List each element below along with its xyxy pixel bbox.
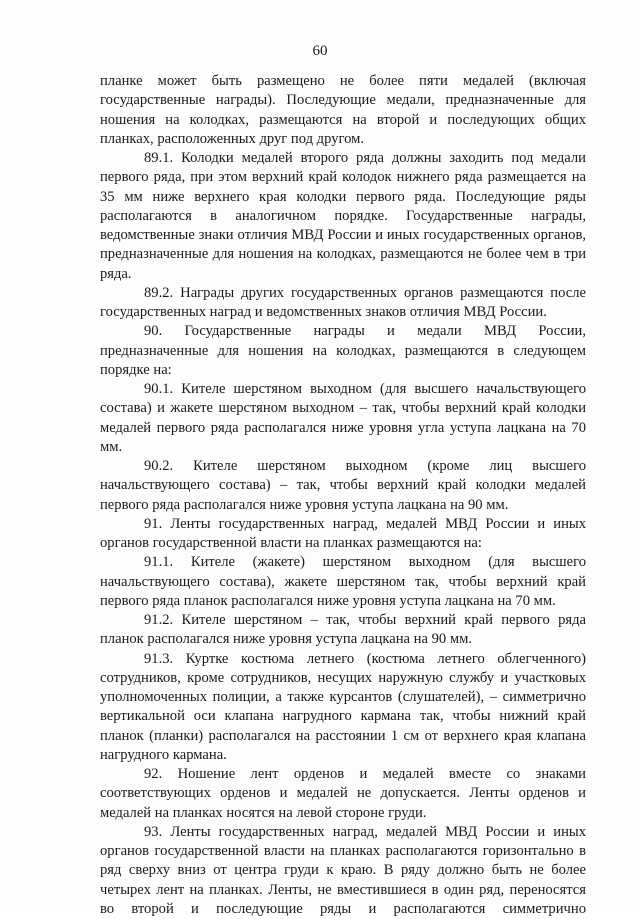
paragraph-90-1: 90.1. Кителе шерстяном выходном (для высшего начальствующего состава) и жакете шерстяном выходном – так, чтобы верхний край колодки медалей первого ряда располагался ниже уровня угла уступа лацкана на 70 мм. — [100, 381, 586, 455]
paragraph-91-2: 91.2. Кителе шерстяном – так, чтобы верхний край первого ряда планок располагался ниже уровня уступа лацкана на 90 мм. — [100, 612, 586, 648]
document-body — [100, 72, 586, 919]
paragraph-90-2: 90.2. Кителе шерстяном выходном (кроме лиц высшего начальствующего состава) – так, чтобы верхний край колодки медалей первого ряда располагался ниже уровня уступа лацкана на 90 мм. — [100, 458, 586, 513]
paragraph-91-1: 91.1. Кителе (жакете) шерстяном выходном (для высшего начальствующего состава), жакете шерстяном так, чтобы верхний край первого ряда планок располагался ниже уровня уступа лацкана на 70 мм. — [100, 554, 586, 609]
paragraph-93: 93. Ленты государственных наград, медалей МВД России и иных органов государственной власти на планках располагаются горизонтально в ряд сверху вниз от центра груди к краю. В ряду должно быть не более четырех лент на планках. Ленты, не вместившиеся в один ряд, переносятся во второй и последующие ряды и располагаются симметрично — [100, 823, 586, 917]
paragraph-89-1: 89.1. Колодки медалей второго ряда должны заходить под медали первого ряда, при этом верхний край колодок нижнего ряда размещается на 35 мм ниже верхнего края колодки первого ряда. Последующие ряды располагаются в аналогичном порядке. Государственные награды, ведомственные знаки отличия МВД России и иных государственных органов, предназначенные для ношения на колодках, размещаются не более чем в три ряда. — [100, 150, 586, 282]
paragraph-89-2: 89.2. Награды других государственных органов размещаются после государственных наград и ведомственных знаков отличия МВД России. — [100, 284, 586, 320]
paragraph-91: 91. Ленты государственных наград, медалей МВД России и иных органов государственной власти на планках размещаются на: — [100, 515, 586, 551]
paragraph-90: 90. Государственные награды и медали МВД России, предназначенные для ношения на колодках, размещаются в следующем порядке на: — [100, 323, 586, 378]
paragraph-92: 92. Ношение лент орденов и медалей вместе со знаками соответствующих орденов и медалей не допускается. Ленты орденов и медалей на планках носятся на левой стороне груди. — [100, 766, 586, 821]
paragraph-continuation: планке может быть размещено не более пяти медалей (включая государственные награды). Последующие медали, предназначенные для ношения на колодках, размещаются на второй и последующих общих планках, расположенных друг под другом. — [100, 73, 586, 147]
paragraph-91-3: 91.3. Куртке костюма летнего (костюма летнего облегченного) сотрудников, кроме сотрудников, несущих наружную службу и участковых уполномоченных полиции, а также курсантов (слушателей), – симметрично вертикальной оси клапана нагрудного кармана так, чтобы нижний край планок (планки) располагался на расстоянии 1 см от верхнего края клапана нагрудного кармана. — [100, 650, 586, 763]
page-number: 60 — [312, 43, 328, 59]
